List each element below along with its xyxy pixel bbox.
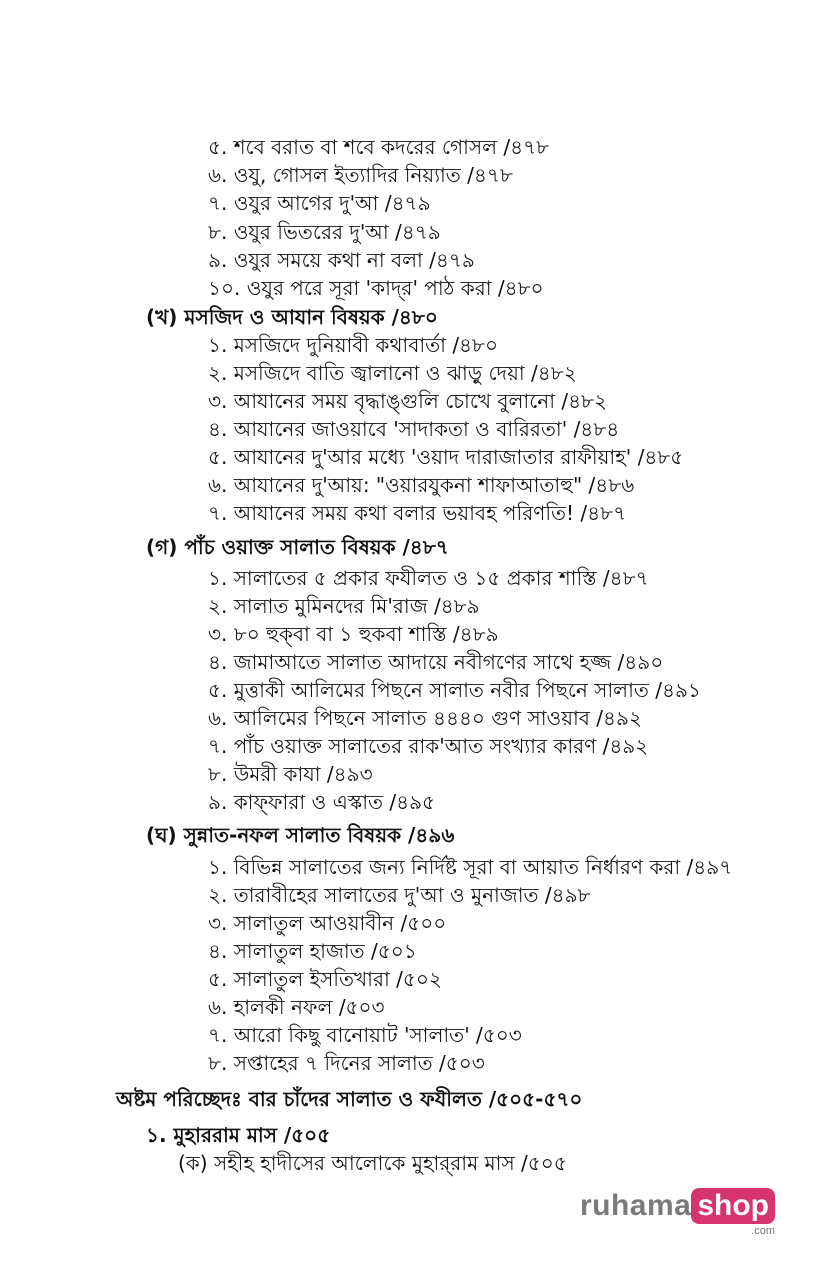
toc-line: ৭. ওযুর আগের দু'আ /৪৭৯	[208, 191, 431, 215]
toc-line: ৪. আযানের জাওয়াবে 'সাদাকতা ও বারিরতা' /৪৮৪	[208, 417, 620, 441]
toc-line: ৯. কাফ্‌ফারা ও এস্কাত /৪৯৫	[208, 790, 436, 814]
toc-line: ৫. শবে বরাত বা শবে কদরের গোসল /৪৭৮	[208, 135, 550, 159]
toc-line: ৬. আলিমের পিছনে সালাত ৪৪৪০ গুণ সাওয়াব /৪৯২	[208, 706, 642, 730]
toc-line: ২. তারাবীহের সালাতের দু'আ ও মুনাজাত /৪৯৮	[208, 883, 591, 907]
toc-line: ৬. ওযু, গোসল ইত্যাদির নিয়্যাত /৪৭৮	[208, 163, 513, 187]
logo-shop-text: shop	[691, 1188, 775, 1224]
toc-line: ৩. আযানের সময় বৃদ্ধাঙ্গুলি চোখে বুলানো /৪৮২	[208, 389, 608, 413]
toc-section-heading: (ঘ) সুন্নাত-নফল সালাত বিষয়ক /৪৯৬	[146, 823, 455, 847]
toc-line: ৭. আরো কিছু বানোয়াট 'সালাত' /৫০৩	[208, 1023, 522, 1047]
toc-line: ১. বিভিন্ন সালাতের জন্য নির্দিষ্ট সূরা বা আয়াত নির্ধারণ করা /৪৯৭	[208, 855, 733, 879]
toc-line: ১. মসজিদে দুনিয়াবী কথাবার্তা /৪৮০	[208, 333, 499, 357]
toc-line: ১০. ওযুর পরে সূরা 'কাদ্‌র' পাঠ করা /৪৮০	[208, 276, 544, 300]
toc-line: ৩. সালাতুল আওয়াবীন /৫০০	[208, 911, 447, 935]
logo-ruhama-text: ruhama	[579, 1189, 692, 1222]
logo-shop-box	[691, 1188, 775, 1237]
toc-line: ৪. সালাতুল হাজাত /৫০১	[208, 939, 417, 963]
toc-chapter-heading: অষ্টম পরিচ্ছেদঃ বার চাঁদের সালাত ও ফযীলত /৫০৫-৫৭০	[116, 1087, 583, 1111]
toc-subchapter-heading: ১. মুহাররাম মাস /৫০৫	[146, 1123, 331, 1147]
ruhamashop-logo	[580, 1188, 775, 1237]
toc-line: ২. মসজিদে বাতি জ্বালানো ও ঝাড়ু দেয়া /৪৮২	[208, 361, 577, 385]
toc-line: ১. সালাতের ৫ প্রকার ফযীলত ও ১৫ প্রকার শাস্তি /৪৮৭	[208, 566, 649, 590]
toc-line: ৫. সালাতুল ইসতিখারা /৫০২	[208, 967, 442, 991]
toc-line: ৭. পাঁচ ওয়াক্ত সালাতের রাক'আত সংখ্যার কারণ /৪৯২	[208, 734, 649, 758]
toc-line: (ক) সহীহ হাদীসের আলোকে মুহার্‌রাম মাস /৫০৫	[178, 1151, 567, 1175]
toc-section-heading: (গ) পাঁচ ওয়াক্ত সালাত বিষয়ক /৪৮৭	[146, 535, 449, 559]
toc-line: ৩. ৮০ হুক্‌বা বা ১ হুকবা শাস্তি /৪৮৯	[208, 622, 499, 646]
toc-line: ৮. উমরী কাযা /৪৯৩	[208, 762, 373, 786]
toc-line: ২. সালাত মুমিনদের মি'রাজ /৪৮৯	[208, 594, 480, 618]
logo-com-text: .com	[751, 1225, 775, 1237]
toc-line: ৮. ওযুর ভিতরের দু'আ /৪৭৯	[208, 220, 441, 244]
toc-line: ৫. মুত্তাকী আলিমের পিছনে সালাত নবীর পিছনে সালাত /৪৯১	[208, 678, 701, 702]
toc-line: ৪. জামাআতে সালাত আদায়ে নবীগণের সাথে হজ্জ /৪৯০	[208, 650, 664, 674]
toc-line: ৭. আযানের সময় কথা বলার ভয়াবহ পরিণতি! /৪৮৭	[208, 501, 627, 525]
toc-line: ৫. আযানের দু'আর মধ্যে 'ওয়াদ দারাজাতার রাফীয়াহ' /৪৮৫	[208, 445, 684, 469]
toc-section-heading: (খ) মসজিদ ও আযান বিষয়ক /৪৮০	[146, 305, 438, 329]
toc-line: ৬. হালকী নফল /৫০৩	[208, 995, 385, 1019]
toc-line: ৮. সপ্তাহের ৭ দিনের সালাত /৫০৩	[208, 1051, 485, 1075]
toc-line: ৯. ওযুর সময়ে কথা না বলা /৪৭৯	[208, 248, 475, 272]
toc-line: ৬. আযানের দু'আয়: "ওয়ারযুকনা শাফাআতাহু" /৪৮৬	[208, 473, 635, 497]
